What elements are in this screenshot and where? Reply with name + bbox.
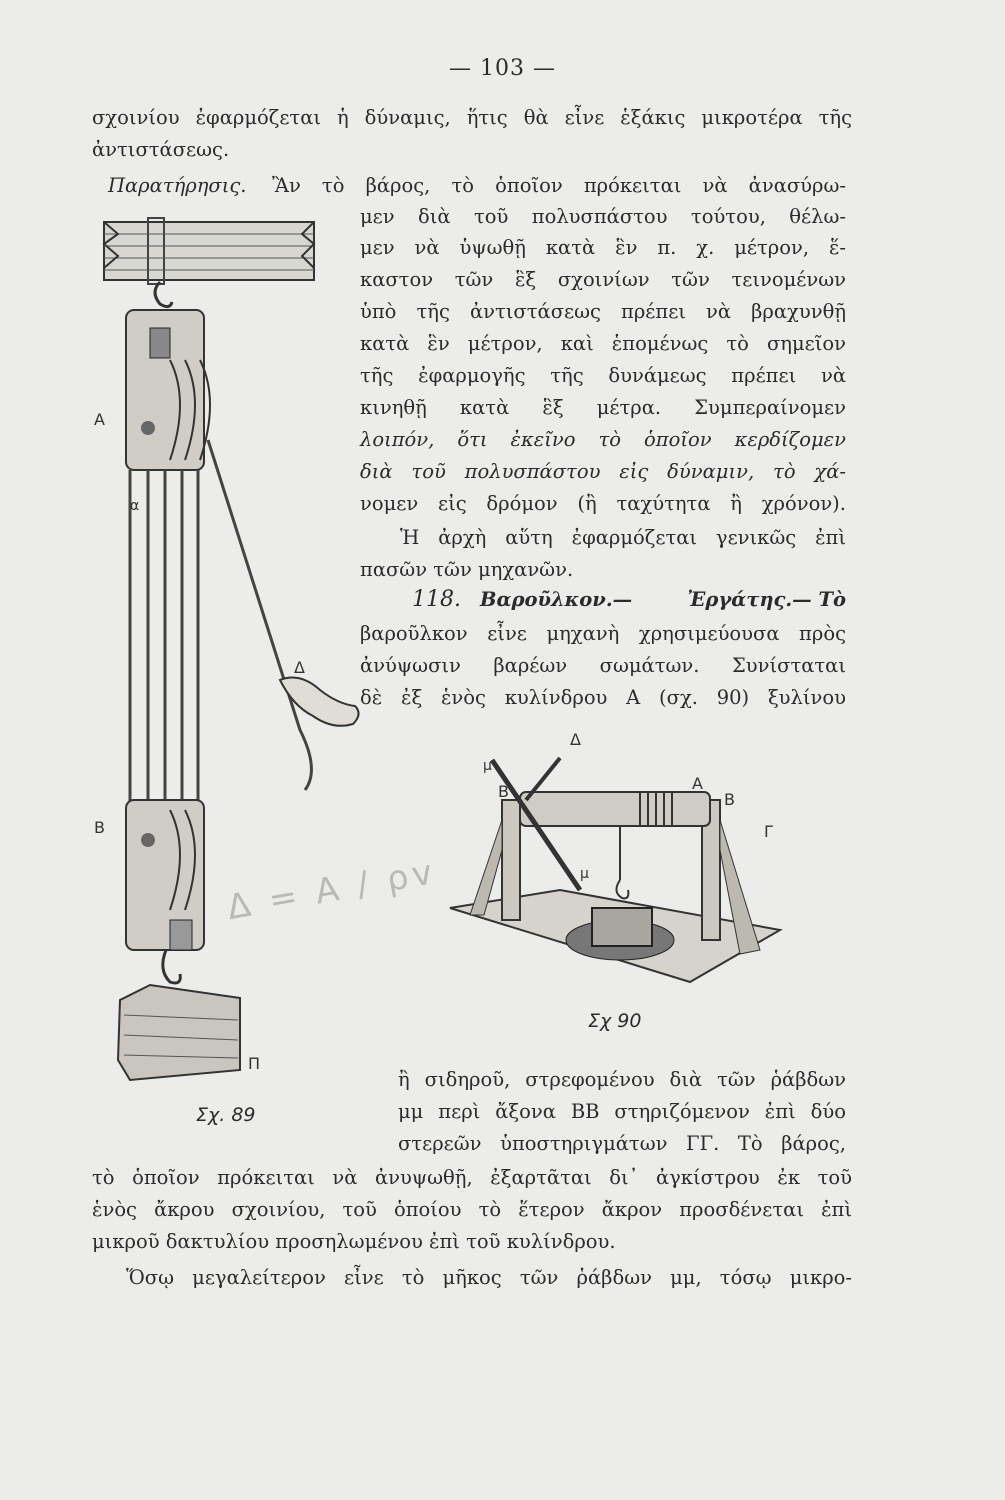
text-line: καστον τῶν ἓξ σχοινίων τῶν τεινομένων [360,268,846,291]
text-line: μεν διὰ τοῦ πολυσπάστου τούτου, θέλω- [360,205,846,228]
figure-89-caption: Σχ. 89 [196,1104,256,1126]
fig89-label-A: A [94,410,105,429]
text-line: κατὰ ἓν μέτρον, καὶ ἑπομένως τὸ σημεῖον [360,332,846,355]
section-title-barulkon: Βαροῦλκον.— [480,588,633,611]
text-line: τῆς ἐφαρμογῆς τῆς δυνάμεως πρέπει νὰ [360,364,846,387]
text-line: διὰ τοῦ πολυσπάστου εἰς δύναμιν, τὸ χά- [360,460,846,483]
fig90-label-B-left: B [498,782,509,801]
text-line: ἢ σιδηροῦ, στρεφομένου διὰ τῶν ῥάβδων [398,1068,846,1091]
text-line: Ἡ ἀρχὴ αὕτη ἐφαρμόζεται γενικῶς ἐπὶ [400,526,846,549]
text-line: ὑπὸ τῆς ἀντιστάσεως πρέπει νὰ βραχυνθῇ [360,300,846,323]
fig89-label-alpha: α [130,498,140,514]
text-line: κινηθῇ κατὰ ἓξ μέτρα. Συμπεραίνομεν [360,396,846,419]
fig90-label-mu-top: μ [483,758,492,774]
fig90-label-B-right: B [724,790,735,809]
text-line: μικροῦ δακτυλίου προσηλωμένου ἐπὶ τοῦ κυλίνδρου. [92,1230,616,1253]
fig90-label-Gamma: Γ [764,822,773,841]
text-line: Ὅσῳ μεγαλείτερον εἶνε τὸ μῆκος τῶν ῥάβδων μμ, τόσῳ μικρο- [126,1266,852,1289]
handwritten-annotation: Δ = A / ρv [224,851,440,929]
text-line: Ἂν τὸ βάρος, τὸ ὁποῖον πρόκειται νὰ ἀνασύρω- [272,174,846,197]
page-number: — 103 — [449,56,556,81]
fig89-label-B: B [94,818,105,837]
text-line: μμ περὶ ἄξονα ΒΒ στηριζόμενον ἐπὶ δύο [398,1100,846,1123]
fig89-label-Pi: Π [248,1054,261,1073]
text-line: μεν νὰ ὑψωθῇ κατὰ ἓν π. χ. μέτρον, ἕ- [360,236,846,259]
figure-90-windlass-drawing [440,740,800,1000]
text-line: νομεν εἰς δρόμον (ἢ ταχύτητα ἢ χρόνον). [360,492,846,515]
section-heading-observation: Παρατήρησις. [108,174,247,197]
fig90-label-mu-bottom: μ [580,866,589,882]
text-line: βαροῦλκον εἶνε μηχανὴ χρησιμεύουσα πρὸς [360,622,846,645]
fig90-label-Delta: Δ [570,730,581,749]
figure-90-caption: Σχ 90 [588,1010,642,1032]
section-number: 118. [412,587,461,612]
text-line: τὸ ὁποῖον πρόκειται νὰ ἀνυψωθῇ, ἐξαρτᾶται δι᾽ ἀγκίστρου ἐκ τοῦ [92,1166,852,1189]
section-title-ergatis: Ἐργάτης.— Τὸ [687,588,846,611]
text-line: στερεῶν ὑποστηριγμάτων ΓΓ. Τὸ βάρος, [398,1132,846,1155]
text-line: ἀντιστάσεως. [92,138,230,161]
text-line: σχοινίου ἐφαρμόζεται ἡ δύναμις, ἥτις θὰ εἶνε ἑξάκις μικροτέρα τῆς [92,106,852,129]
figure-89-pulley-drawing [90,210,370,1100]
text-line: δὲ ἐξ ἑνὸς κυλίνδρου Α (σχ. 90) ξυλίνου [360,686,846,709]
text-line: λοιπόν, ὅτι ἐκεῖνο τὸ ὁποῖον κερδίζομεν [360,428,846,451]
fig89-label-Delta: Δ [294,658,305,677]
fig90-label-A: A [692,774,703,793]
text-line: ἀνύψωσιν βαρέων σωμάτων. Συνίσταται [360,654,846,677]
text-line: πασῶν τῶν μηχανῶν. [360,558,574,581]
text-line: ἑνὸς ἄκρου σχοινίου, τοῦ ὁποίου τὸ ἕτερον ἄκρον προσδένεται ἐπὶ [92,1198,852,1221]
